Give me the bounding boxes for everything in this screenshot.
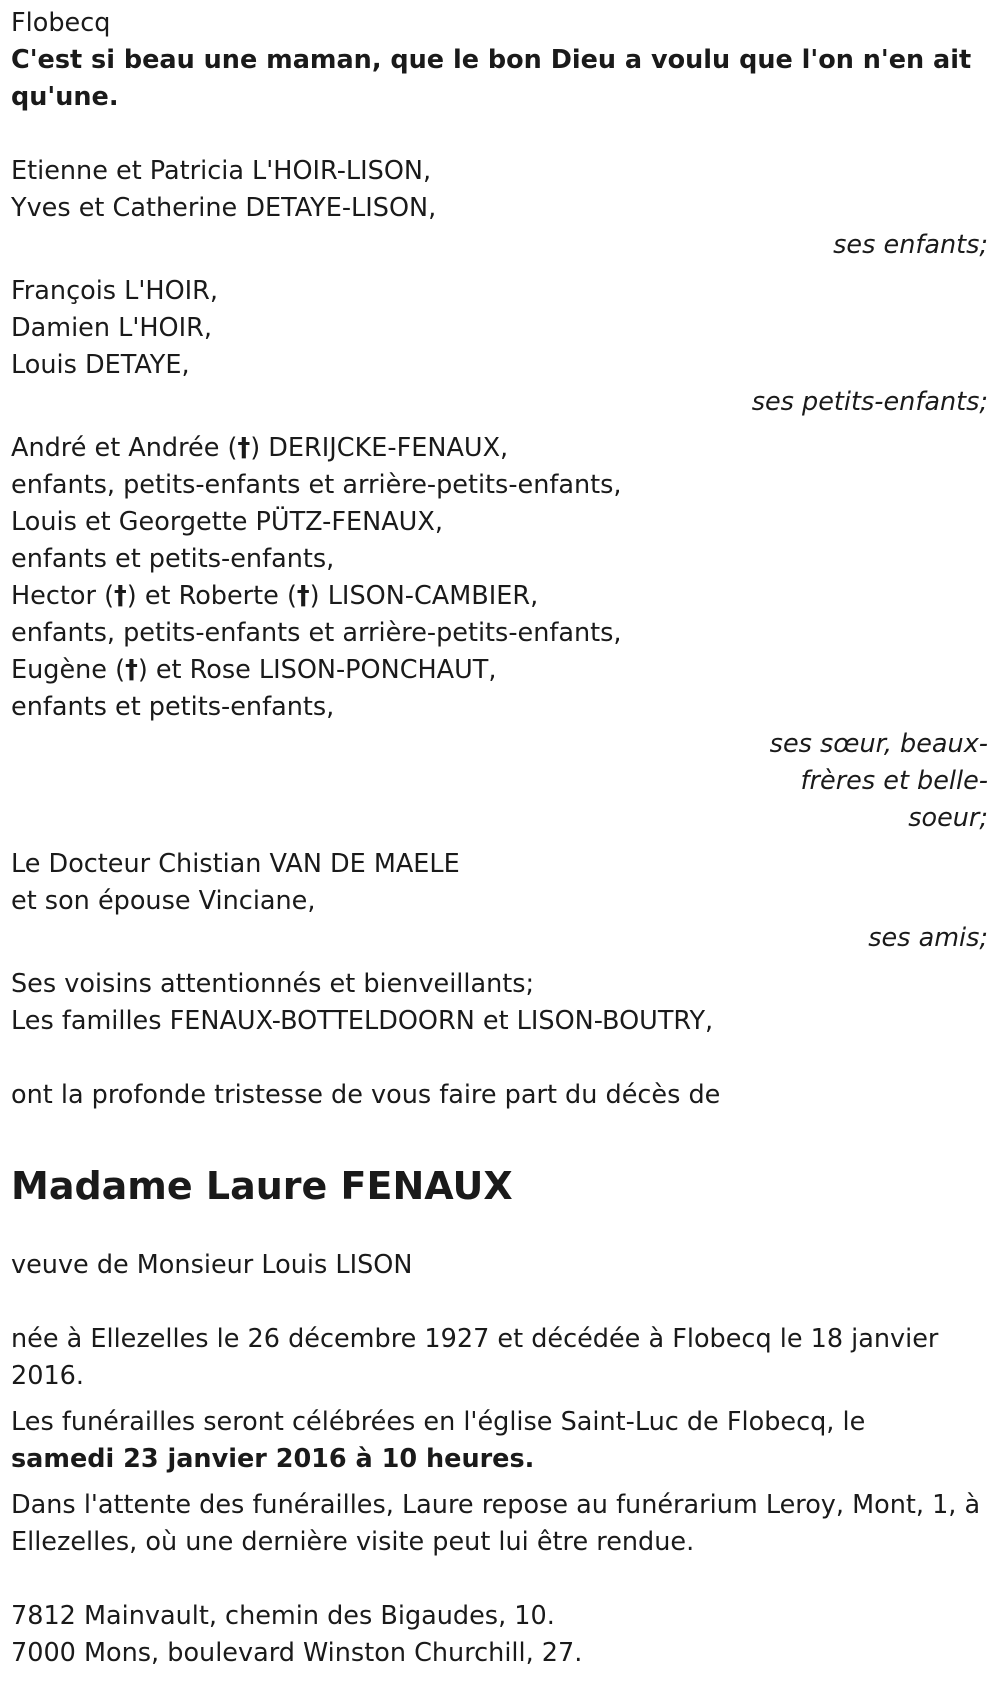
role-label-grandchildren: ses petits-enfants; [751,387,988,417]
widow-of: veuve de Monsieur Louis LISON [11,1250,413,1280]
sibling-line [11,578,988,615]
child-line: Yves et Catherine DETAYE-LISON, [11,193,437,223]
sibling-line [11,652,988,689]
sibling-line: Louis et Georgette PÜTZ-FENAUX, [11,507,443,537]
grandchild-line: Louis DETAYE, [11,350,190,380]
visitation-info: Dans l'attente des funérailles, Laure repose au funérarium Leroy, Mont, 1, à Ellezelles, où une dernière visite peut lui être rendue. [11,1490,981,1557]
role-label-siblings: soeur; [908,803,988,833]
address-line: 7000 Mons, boulevard Winston Churchill, 27. [11,1638,583,1668]
child-line: Etienne et Patricia L'HOIR-LISON, [11,156,432,186]
sibling-text: ) et Roberte ( [126,581,297,611]
role-label-siblings: ses sœur, beaux- [769,729,988,759]
quote: C'est si beau une maman, que le bon Dieu a voulu que l'on n'en ait qu'une. [11,45,972,112]
funeral-info [11,1404,988,1478]
funeral-text: Les funérailles seront célébrées en l'église Saint-Luc de Flobecq, le [11,1407,866,1437]
sibling-line: enfants, petits-enfants et arrière-petits-enfants, [11,470,622,500]
sibling-line: enfants et petits-enfants, [11,692,335,722]
others-line: Les familles FENAUX-BOTTELDOORN et LISON-BOUTRY, [11,1006,714,1036]
sibling-text: André et Andrée ( [11,433,238,463]
cross-icon: † [125,655,138,685]
role-label-children: ses enfants; [833,230,988,260]
sibling-text: Hector ( [11,581,115,611]
cross-icon: † [237,433,251,463]
funeral-date: samedi 23 janvier 2016 à 10 heures. [11,1444,535,1474]
grandchild-line: Damien L'HOIR, [11,313,212,343]
cross-icon: † [296,581,310,611]
cross-icon: † [114,581,127,611]
friends-block [11,846,988,957]
sibling-text: ) et Rose LISON-PONCHAUT, [137,655,497,685]
announcement: ont la profonde tristesse de vous faire part du décès de [11,1080,721,1110]
children-block [11,153,988,264]
sibling-text: ) DERIJCKE-FENAUX, [250,433,509,463]
location: Flobecq [11,8,111,38]
address-line: 7812 Mainvault, chemin des Bigaudes, 10. [11,1601,555,1631]
sibling-line: enfants, petits-enfants et arrière-petits-enfants, [11,618,622,648]
friend-line: Le Docteur Chistian VAN DE MAELE [11,849,460,879]
sibling-text: ) LISON-CAMBIER, [309,581,539,611]
birth-death-dates: née à Ellezelles le 26 décembre 1927 et décédée à Flobecq le 18 janvier 2016. [11,1324,939,1391]
role-label-siblings: frères et belle- [800,766,988,796]
addresses-block [11,1598,988,1672]
friend-line: et son épouse Vinciane, [11,886,316,916]
others-block [11,966,988,1040]
deceased-name: Madame Laure FENAUX [11,1164,513,1208]
siblings-block [11,430,988,837]
sibling-text: Eugène ( [11,655,126,685]
sibling-line: enfants et petits-enfants, [11,544,335,574]
role-label-friends: ses amis; [868,923,988,953]
grandchild-line: François L'HOIR, [11,276,218,306]
grandchildren-block [11,273,988,421]
others-line: Ses voisins attentionnés et bienveillants; [11,969,535,999]
sibling-line [11,430,988,467]
